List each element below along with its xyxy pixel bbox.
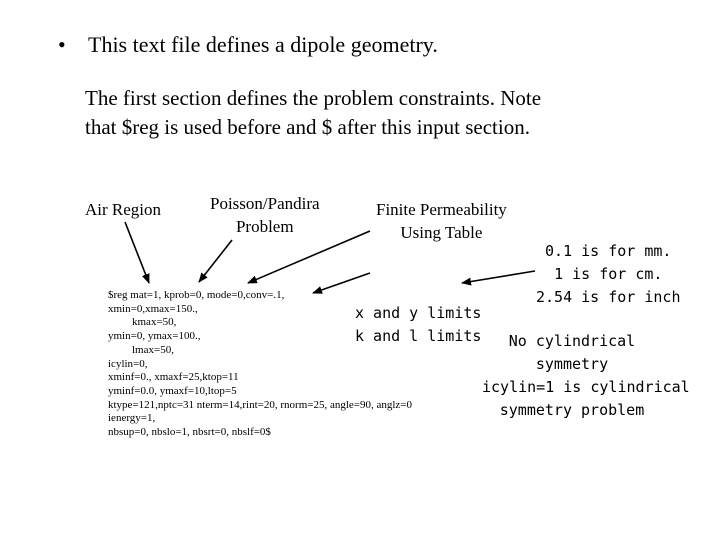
intro-line-1: The first section defines the problem constraints. Note [85,86,542,110]
units-line-3: 2.54 is for inch [536,288,681,306]
limits-arrow [313,273,370,293]
code-line: $reg mat=1, kprob=0, mode=0,conv=.1, [108,289,285,301]
code-line: nbsup=0, nbslo=1, nbsrt=0, nbslf=0$ [108,426,271,439]
finite-line-1: Finite Permeability [376,200,507,219]
code-line: ymin=0, ymax=100., [108,330,201,343]
code-line: yminf=0.0, ymaxf=10,ltop=5 [108,384,237,397]
cyl-line-3: icylin=1 is cylindrical [482,378,690,396]
poisson-line-1: Poisson/Pandira [210,194,320,213]
code-line: lmax=50, [132,343,174,356]
xy-limits-text: x and y limits [355,304,482,322]
code-line: ktype=121,nptc=31 nterm=14,rint=20, rnorm=25, angle=90, anglz=0 [108,398,413,411]
units-line-1: 0.1 is for mm. [545,242,672,260]
cyl-line-1: No cylindrical [508,332,636,350]
bullet-symbol: • [58,32,66,57]
air-region-label: Air Region [85,200,162,219]
units-arrow [462,271,535,283]
code-line: xminf=0., xmaxf=25,ktop=11 [108,371,239,384]
finite-permeability-arrow [248,231,370,283]
finite-line-2: Using Table [400,223,483,242]
cyl-line-4: symmetry problem [499,401,645,419]
code-line: xmin=0,xmax=150., [108,302,198,315]
air-region-arrow [125,222,149,283]
kl-limits-text: k and l limits [355,327,482,345]
poisson-arrow [199,240,232,282]
code-line: ienergy=1, [108,412,156,425]
poisson-line-2: Problem [235,217,294,236]
cyl-line-2: symmetry [535,355,609,373]
intro-line-2: that $reg is used before and $ after this input section. [85,115,530,139]
bullet-text: This text file defines a dipole geometry. [88,32,438,57]
code-line: icylin=0, [108,357,148,370]
units-line-2: 1 is for cm. [554,265,663,283]
code-line: kmax=50, [132,316,177,329]
